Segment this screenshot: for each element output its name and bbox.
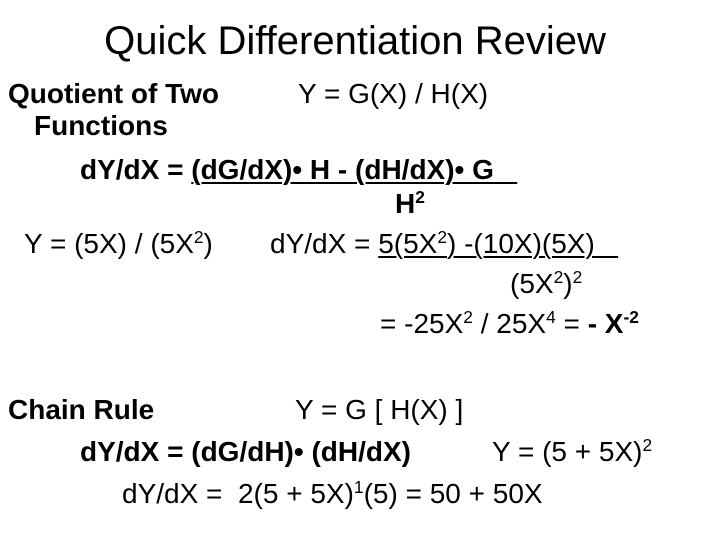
chain-rule: dY/dX = (dG/dH)• (dH/dX)	[80, 436, 411, 467]
quotient-definition: Y = G(X) / H(X)	[298, 78, 489, 109]
chain-heading: Chain Rule	[8, 394, 155, 425]
quotient-result: = $-25X^2 / 25X^4$ = - $X^{-2}$	[380, 306, 639, 339]
quotient-example-numerator: $5(5X^2)$ -(10X)(5X)	[378, 226, 595, 259]
chain-example-derivative: $dY/dX = 2(5 + 5X)^1(5) = 50 + 50X$	[122, 476, 543, 509]
quotient-rule	[80, 154, 517, 186]
quotient-heading-line1: Quotient of Two	[8, 78, 219, 109]
quotient-example-denominator: $(5X^2)^2$	[510, 266, 583, 299]
quotient-rule-denominator: $H^2$	[395, 186, 425, 219]
quotient-result-simplified: - $X^{-2}$	[587, 306, 639, 339]
chain-definition: Y = G [ H(X) ]	[295, 394, 464, 425]
slide-title: Quick Differentiation Review	[104, 19, 606, 63]
quotient-example-derivative: $dY/dX = 5(5X^2)$ -(10X)(5X)	[270, 228, 618, 260]
quotient-example-function: $Y = (5X) / (5X^2)$	[24, 226, 213, 259]
quotient-rule-lhs: dY/dX =	[80, 154, 192, 185]
quotient-heading-line2: Functions	[34, 110, 168, 141]
chain-example-function: $Y = (5 + 5X)^2$	[492, 434, 653, 467]
quotient-rule-numerator: (dG/dX)• H - (dH/dX)• G	[191, 154, 494, 185]
